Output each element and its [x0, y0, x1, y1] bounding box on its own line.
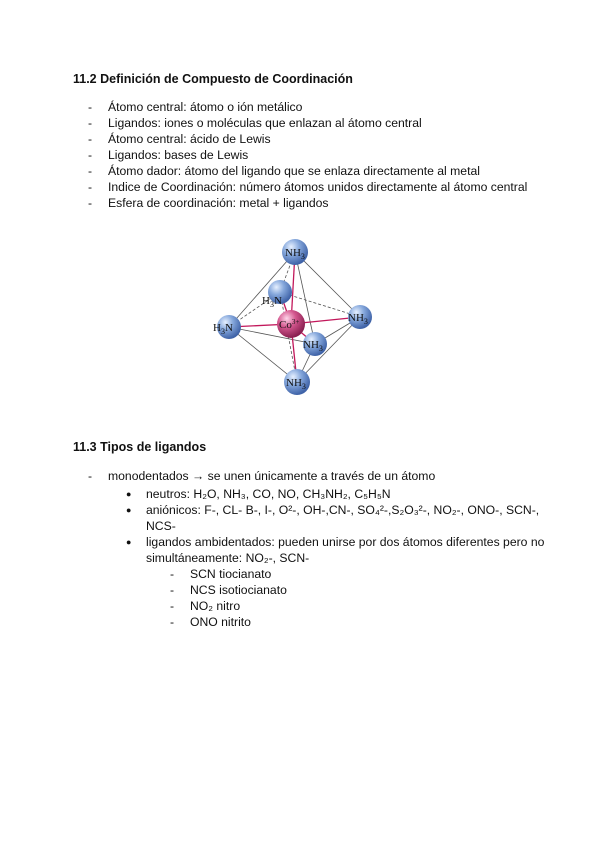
bullet-item: ● neutros: H₂O, NH₃, CO, NO, CH₃NH₂, C₅H₅N [108, 486, 548, 502]
octahedral-complex-figure [205, 232, 375, 407]
bullet-item [108, 534, 548, 630]
sub-item: - ONO nitrito [170, 614, 548, 630]
definition-list [88, 99, 527, 211]
ambidentate-label: ligandos ambidentados: pueden unirse por dos átomos diferentes pero no simultáneamente: NO₂-, SCN- [146, 535, 545, 565]
sub-item: - NO₂ nitro [170, 598, 548, 614]
sub-item: - NCS isotiocianato [170, 582, 548, 598]
list-item: - Indice de Coordinación: número átomos unidos directamente al átomo central [88, 179, 527, 195]
list-item: - Esfera de coordinación: metal + ligandos [88, 195, 527, 211]
list-item: - Átomo central: átomo o ión metálico [88, 99, 527, 115]
monodentate-label: monodentados → se unen únicamente a través de un átomo [108, 469, 436, 483]
sub-item: - SCN tiocianato [170, 566, 548, 582]
list-item: - Ligandos: iones o moléculas que enlazan al átomo central [88, 115, 527, 131]
list-item: - Átomo central: ácido de Lewis [88, 131, 527, 147]
list-item: - Ligandos: bases de Lewis [88, 147, 527, 163]
section-heading-coordination-definition: 11.2 Definición de Compuesto de Coordinación [73, 72, 353, 86]
list-item [88, 468, 548, 630]
label-nh3-front: $NH_3$ [303, 339, 323, 353]
list-item: - Átomo dador: átomo del ligando que se enlaza directamente al metal [88, 163, 527, 179]
label-h3n-left: $H_3N$ [213, 322, 233, 336]
label-nh3-top: $NH_3$ [285, 247, 305, 261]
ambidentate-sub-list [146, 566, 548, 630]
label-nh3-right: $NH_3$ [348, 312, 368, 326]
label-nh3-bottom: $NH_3$ [286, 377, 306, 391]
bullet-item: ● aniónicos: F-, CL- B-, I-, O²-, OH-,CN-, SO₄²-,S₂O₃²-, NO₂-, ONO-, SCN-, NCS- [108, 502, 548, 534]
label-co3-center: $Co^{3+}$ [279, 318, 300, 331]
ligand-types-list [88, 468, 548, 630]
bullet-list [108, 486, 548, 630]
section-heading-ligand-types: 11.3 Tipos de ligandos [73, 440, 207, 454]
label-h3n-back: $H_3N$ [262, 295, 282, 309]
